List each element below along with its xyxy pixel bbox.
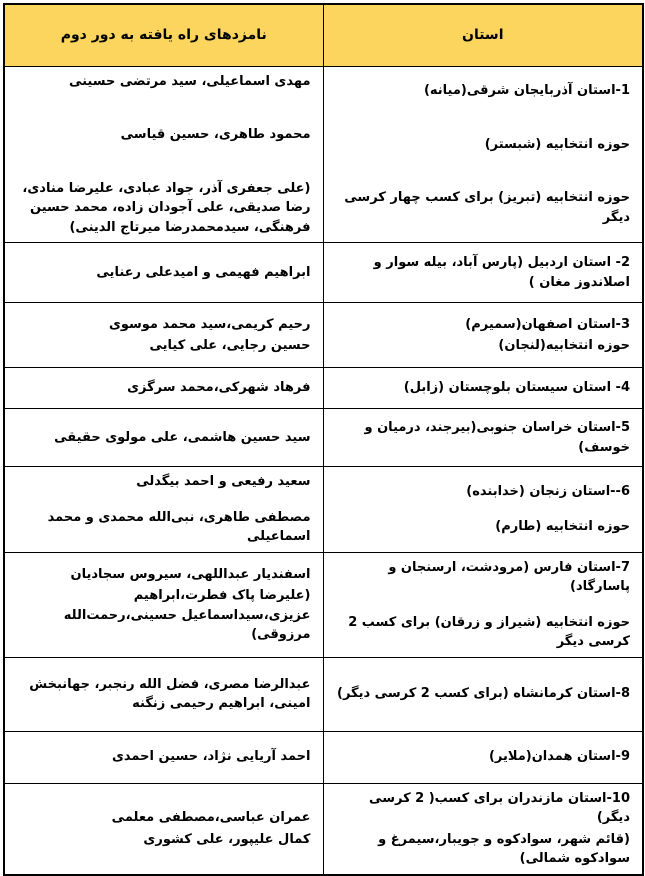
- province-cell: [323, 552, 643, 657]
- candidates-cell: [4, 731, 323, 783]
- province-cell: [323, 467, 643, 553]
- province-entry: 5-استان خراسان جنوبی(بیرجند، درمیان و خوسف): [364, 420, 630, 455]
- province-cell: [323, 66, 643, 243]
- candidates-cell: [4, 783, 323, 875]
- province-entry: حوزه انتخابیه (شبستر): [484, 136, 630, 152]
- candidates-entry: سید حسین هاشمی، علی مولوی حقیقی: [54, 429, 311, 445]
- candidates-cell: [4, 657, 323, 731]
- candidates-cell: [4, 66, 323, 243]
- candidates-entry: سعید رفیعی و احمد بیگدلی: [136, 474, 311, 489]
- table-row: [4, 243, 643, 303]
- table-row: [4, 552, 643, 657]
- province-entry: 2- استان اردبیل (پارس آباد، بیله سوار و اصلاندوز مغان ): [373, 255, 630, 290]
- candidates-cell: [4, 552, 323, 657]
- candidates-cell: [4, 243, 323, 303]
- candidates-entry: اسفندیار عبداللهی، سیروس سجادیان: [70, 566, 311, 582]
- table-row: [4, 783, 643, 875]
- table-row: [4, 731, 643, 783]
- candidates-entry: (علی جعفری آذر، جواد عبادی، علیرضا منادی، رضا صدیقی، علی آجودان زاده، محمد حسین فرهنگی، سیدمحمدرضا میرتاج الدینی): [22, 180, 311, 235]
- province-entry: حوزه انتخابیه (تبریز) برای کسب چهار کرسی دیگر: [344, 190, 630, 225]
- province-cell: [323, 409, 643, 467]
- province-cell: [323, 368, 643, 409]
- province-entry: 3-استان اصفهان(سمیرم): [465, 316, 630, 332]
- province-entry: 4- استان سیستان بلوچستان (زابل): [403, 380, 630, 396]
- province-entry: حوزه انتخابیه(لنجان): [498, 338, 630, 353]
- table-row: [4, 467, 643, 553]
- table-row: [4, 657, 643, 731]
- candidates-cell: [4, 368, 323, 409]
- candidates-header: نامزدهای راه یافته به دور دوم: [4, 4, 323, 66]
- candidates-entry: محمود طاهری، حسین قیاسی: [120, 127, 311, 142]
- province-entry: 7-استان فارس (مرودشت، ارسنجان و پاسارگاد): [388, 559, 630, 594]
- candidates-entry: ابراهیم فهیمی و امیدعلی رعنایی: [96, 264, 311, 280]
- runoff-results-table: [3, 3, 644, 876]
- province-cell: [323, 731, 643, 783]
- province-entry: حوزه انتخابیه (طارم): [495, 519, 630, 535]
- candidates-cell: [4, 467, 323, 553]
- province-entry: حوزه انتخابیه (شیراز و زرقان) برای کسب 2 کرسی دیگر: [348, 614, 630, 649]
- candidates-entry: رحیم کریمی،سید محمد موسوی: [108, 316, 311, 332]
- candidates-entry: عمران عباسی،مصطفی معلمی: [111, 810, 311, 825]
- candidates-entry: فرهاد شهرکی،محمد سرگزی: [127, 380, 311, 396]
- province-header: استان: [323, 4, 643, 66]
- province-entry: (قائم شهر، سوادکوه و جویبار،سیمرغ و سوادکوه شمالی): [378, 831, 630, 866]
- province-cell: [323, 243, 643, 303]
- province-entry: 6--استان زنجان (خدابنده): [466, 483, 630, 499]
- header-row: [4, 4, 643, 66]
- candidates-entry: عبدالرضا مصری، فضل الله رنجبر، جهانبخش امینی، ابراهیم رحیمی زنگنه: [29, 676, 311, 711]
- table-row: [4, 303, 643, 368]
- candidates-cell: [4, 409, 323, 467]
- candidates-entry: (علیرضا پاک فطرت،ابراهیم عزیزی،سیداسماعیل حسینی،رحمت‌الله مرزوقی): [63, 588, 311, 642]
- candidates-entry: مهدی اسماعیلی، سید مرتضی حسینی: [68, 73, 311, 89]
- province-entry: 1-استان آذربایجان شرقی(میانه): [423, 83, 630, 99]
- table-row: [4, 368, 643, 409]
- province-cell: [323, 657, 643, 731]
- candidates-entry: مصطفی طاهری، نبی‌الله محمدی و محمد اسماعیلی: [47, 509, 311, 544]
- candidates-entry: احمد آریایی نژاد، حسین احمدی: [112, 749, 311, 765]
- table-row: [4, 409, 643, 467]
- candidates-entry: کمال علیپور، علی کشوری: [143, 831, 311, 847]
- table-row: [4, 66, 643, 243]
- candidates-entry: حسین رجایی، علی کیایی: [149, 338, 311, 353]
- candidates-cell: [4, 303, 323, 368]
- province-cell: [323, 783, 643, 875]
- province-entry: 9-استان همدان(ملایر): [488, 749, 630, 765]
- province-entry: 8-استان کرمانشاه (برای کسب 2 کرسی دیگر): [337, 686, 630, 702]
- province-entry: 10-استان مازندران برای کسب( 2 کرسی دیگر): [369, 790, 630, 825]
- province-cell: [323, 303, 643, 368]
